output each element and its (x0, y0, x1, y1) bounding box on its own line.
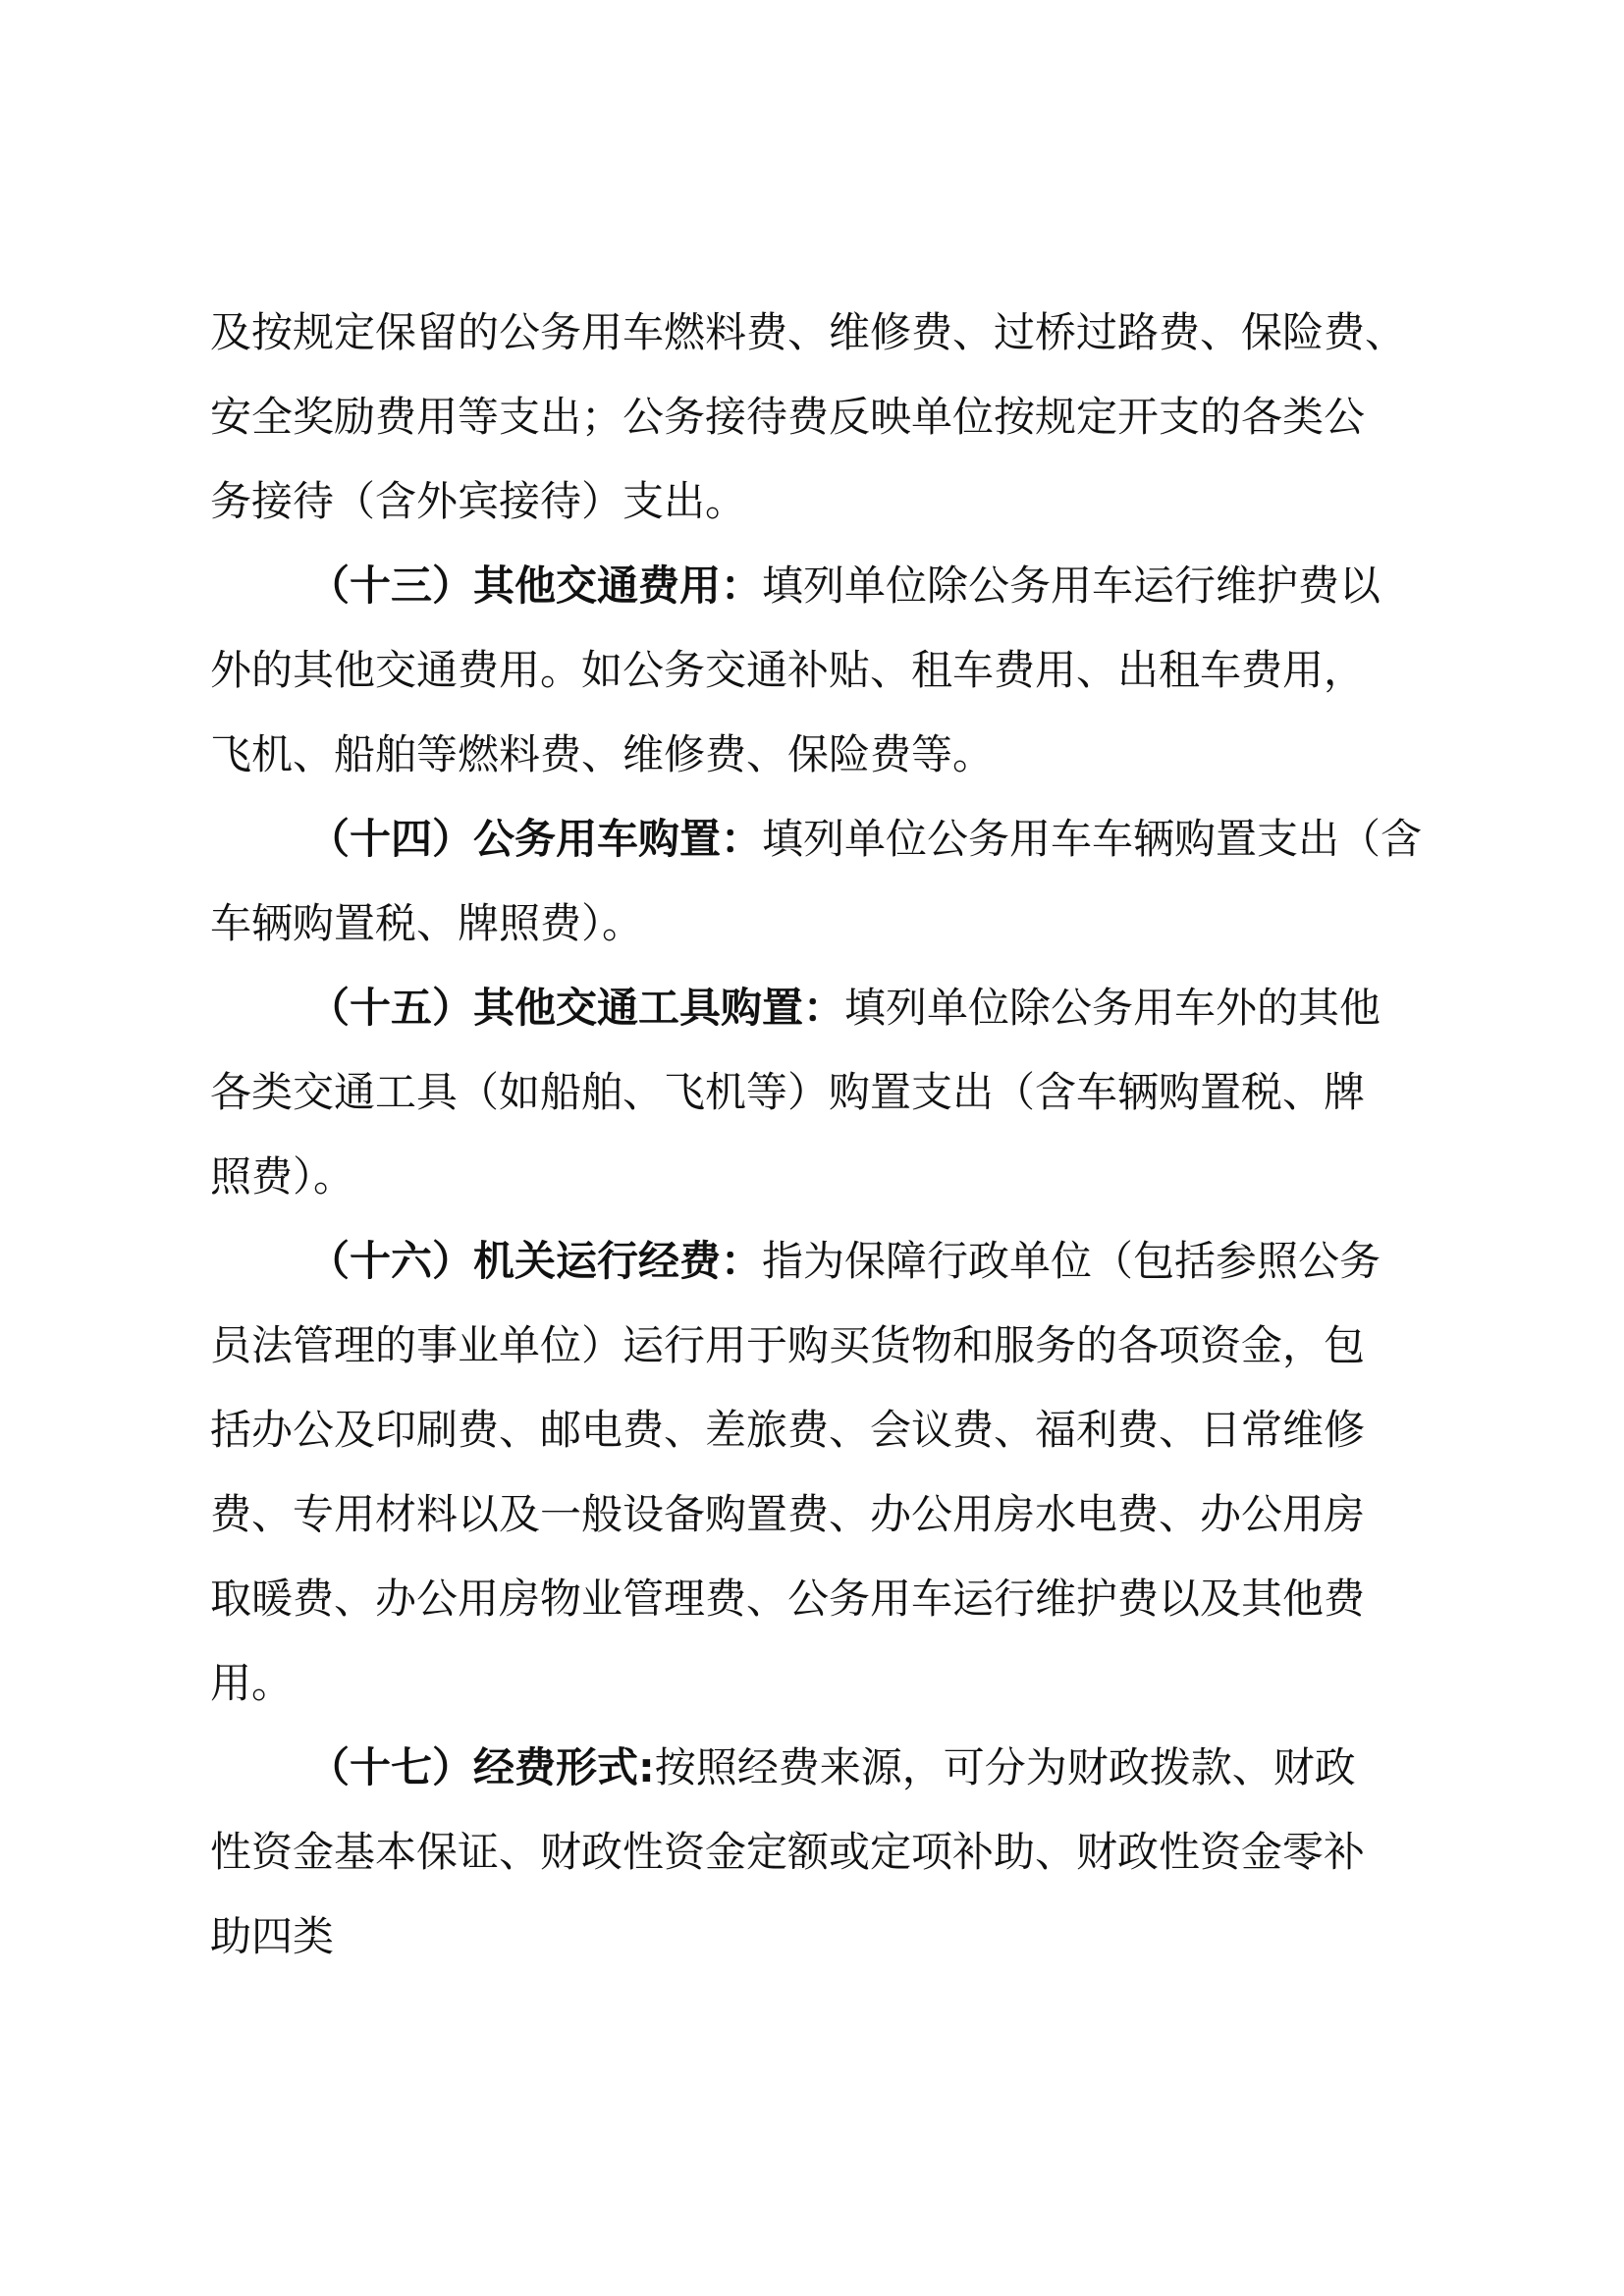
section-17-first-line (210, 1726, 1426, 1810)
section-15-first-line (210, 966, 1426, 1050)
text-line (210, 1641, 1426, 1726)
line-text: 费、专用材料以及一般设备购置费、办公用房水电费、办公用房 (210, 1490, 1366, 1538)
line-text: 及按规定保留的公务用车燃料费、维修费、过桥过路费、保险费、 (210, 308, 1407, 356)
line-text: 用。 (210, 1659, 294, 1707)
text-line (210, 1388, 1426, 1472)
line-text: 括办公及印刷费、邮电费、差旅费、会议费、福利费、日常维修 (210, 1406, 1366, 1454)
text-line (210, 1810, 1426, 1895)
text-line (210, 881, 1426, 966)
line-text: 安全奖励费用等支出；公务接待费反映单位按规定开支的各类公 (210, 393, 1366, 441)
section-14-first-line (210, 797, 1426, 881)
text-line (210, 1472, 1426, 1557)
line-text: 务接待（含外宾接待）支出。 (210, 477, 747, 525)
section-16-first-line (210, 1219, 1426, 1304)
line-text: 车辆购置税、牌照费）。 (210, 899, 644, 947)
line-text: 性资金基本保证、财政性资金定额或定项补助、财政性资金零补 (210, 1828, 1366, 1876)
section-heading: （十五）其他交通工具购置： (308, 984, 845, 1032)
line-text: 指为保障行政单位（包括参照公务 (762, 1237, 1381, 1285)
line-text: 助四类 (210, 1912, 335, 1960)
line-text: 飞机、船舶等燃料费、维修费、保险费等。 (210, 730, 995, 778)
section-heading: （十七）经费形式: (308, 1743, 655, 1791)
line-text: 按照经费来源，可分为财政拨款、财政 (654, 1743, 1356, 1791)
section-heading: （十六）机关运行经费： (308, 1237, 763, 1285)
text-line (210, 1557, 1426, 1641)
line-text: 照费）。 (210, 1152, 355, 1201)
section-heading: （十三）其他交通费用： (308, 561, 763, 610)
text-line (210, 375, 1426, 459)
line-text: 填列单位除公务用车运行维护费以 (762, 561, 1381, 610)
section-13-first-line (210, 544, 1426, 628)
section-heading: （十四）公务用车购置： (308, 815, 763, 863)
line-text: 员法管理的事业单位）运行用于购买货物和服务的各项资金，包 (210, 1321, 1366, 1369)
line-text: 取暖费、办公用房物业管理费、公务用车运行维护费以及其他费 (210, 1575, 1366, 1623)
text-line (210, 1050, 1426, 1135)
line-text: 外的其他交通费用。如公务交通补贴、租车费用、出租车费用， (210, 646, 1366, 694)
text-line (210, 628, 1426, 713)
line-text: 各类交通工具（如船舶、飞机等）购置支出（含车辆购置税、牌 (210, 1068, 1366, 1116)
line-text: 填列单位除公务用车外的其他 (844, 984, 1381, 1032)
text-line (210, 291, 1426, 375)
text-line (210, 459, 1426, 544)
line-text: 填列单位公务用车车辆购置支出（含 (762, 815, 1423, 863)
text-line (210, 1304, 1426, 1388)
text-line (210, 1135, 1426, 1219)
text-line (210, 713, 1426, 797)
document-body (210, 291, 1426, 1979)
text-line (210, 1895, 1426, 1979)
